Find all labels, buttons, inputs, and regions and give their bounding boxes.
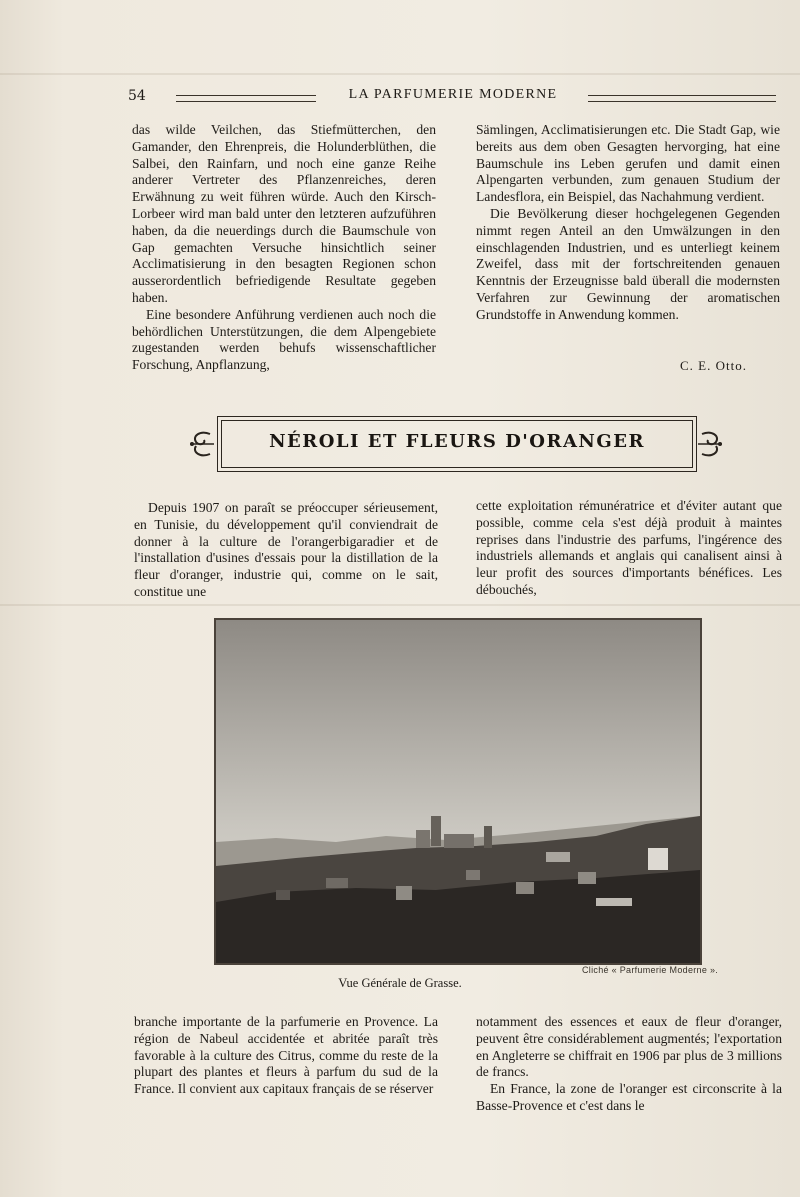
header-rule-right [588, 95, 776, 102]
top-article-right-column [476, 122, 780, 324]
signature: C. E. Otto. [680, 358, 747, 373]
section-title-frame [221, 420, 693, 468]
paragraph: Die Bevölkerung dieser hochgelegenen Gegenden nimmt regen Anteil an den Umwälzungen in den einschlagenden Industrien, und es unterliegt keinem Zweifel, dass mit der fortschreitenden genauen Kenntnis der Erzeugnisse bald überall die modernsten Verfahren zur Gewinnung der aromatischen Grundstoffe in Anwendung kommen. [476, 205, 780, 322]
ornament-right-icon [696, 428, 726, 460]
ornament-left-icon [186, 428, 216, 460]
photo-caption: Vue Générale de Grasse. [338, 976, 462, 990]
photo-grasse [214, 618, 702, 965]
main-article-right-column [476, 498, 782, 599]
photo-grasse-landscape [216, 620, 700, 963]
fold-line [0, 604, 800, 606]
paragraph: das wilde Veilchen, das Stiefmütterchen, den Gamander, den Ehrenpreis, die Holunderblüthen, die Salbei, den Rainfarn, und noch eine ganze Reihe anderer Vertreter des Pflanzenreiches, deren Erwähnung zu weit führen würde. Auch den Kirsch-Lorbeer wird man bald unter den letzteren aufzuführen haben, da die neuerdings durch die Baumschule von Gap gemachten Versuche hinsichtlich seiner Acclimatisierung in den besagten Regionen schon ausserordentlich befriedigende Resultate gegeben haben. [132, 122, 436, 305]
paragraph: Eine besondere Anführung verdienen auch noch die behördlichen Unterstützungen, die dem Alpengebiete zugestanden werden behufs wissenschaftlicher Forschung, Anpflanzung, [132, 306, 436, 373]
paragraph: notamment des essences et eaux de fleur d'oranger, peuvent être considérablement augmentés; l'exportation en Angleterre se chiffrait en 1906 par plus de 3 millions de francs. [476, 1014, 782, 1080]
top-article-left-column [132, 122, 436, 374]
bottom-article-right-column [476, 1014, 782, 1115]
page-number: 54 [128, 88, 146, 104]
paragraph: cette exploitation rémunératrice et d'éviter autant que possible, comme cela s'est déjà produit à maintes reprises dans l'industrie des parfums, l'ingérence des industriels allemands et anglais qui canalisent ainsi à leur profit des sources d'importants bénéfices. Les débouchés, [476, 498, 782, 597]
paragraph: Depuis 1907 on paraît se préoccuper sérieusement, en Tunisie, du développement qu'il conviendrait de donner à la culture de l'orangerbigaradier et de l'installation d'usines d'essais pour la distillation de la fleur d'oranger, industrie qui, comme on le sait, constitue une [134, 500, 438, 599]
photo-credit: Cliché « Parfumerie Moderne ». [582, 965, 719, 975]
section-title: NÉROLI ET FLEURS D'ORANGER [269, 431, 645, 452]
header-rule-left [176, 95, 316, 102]
paragraph: branche importante de la parfumerie en Provence. La région de Nabeul accidentée et abritée paraît très favorable à la culture des Citrus, comme du reste de la plupart des plantes et fleurs à parfum du sud de la France. Il convient aux capitaux français de se réserver [134, 1014, 438, 1097]
paragraph: En France, la zone de l'oranger est circonscrite à la Basse-Provence et c'est dans le [476, 1081, 782, 1113]
fold-line [0, 73, 800, 75]
running-title: LA PARFUMERIE MODERNE [348, 87, 558, 102]
running-header [128, 86, 776, 108]
bottom-article-left-column [134, 1014, 438, 1098]
main-article-left-column [134, 500, 438, 601]
paragraph: Sämlingen, Acclimatisierungen etc. Die Stadt Gap, wie bereits aus dem oben Gesagten hervorging, hat eine Baumschule ins Leben gerufen und damit einen Alpengarten verbunden, zum genauen Studium der Landesflora, ein Beispiel, das Nachahmung verdient. [476, 122, 780, 205]
